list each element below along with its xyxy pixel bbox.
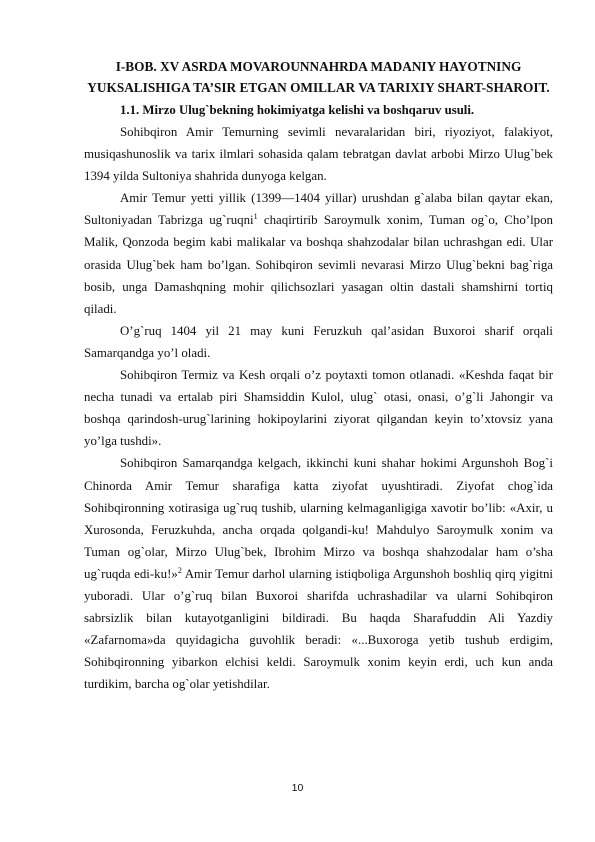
section-title: 1.1. Mirzo Ulug`bekning hokimiyatga kelishi va boshqaruv usuli. xyxy=(120,103,475,117)
paragraph-2-text-a: Amir Temur yetti yillik (1399—1404 yillar) urushdan g`alaba bilan qaytar ekan, Sultoniyadan Tabrizga ug`ruqni xyxy=(84,191,553,228)
paragraph-4: Sohibqiron Termiz va Kesh orqali o’z poytaxti tomon otlanadi. «Keshda faqat bir necha tunadi va ertalab piri Shamsiddin Kulol, ulug` otasi, onasi, o’g`li Jahongir va boshqa qarindosh-urug`larining hokipoylarini ziyorat qilgandan keyin to’xtovsiz yana yo’lga tushdi». xyxy=(84,368,553,449)
paragraph-5 xyxy=(84,452,553,695)
footnote-ref-2[interactable]: 2 xyxy=(177,565,182,575)
paragraph-2 xyxy=(84,187,553,320)
footnote-ref-1[interactable]: 1 xyxy=(253,212,258,222)
paragraph-5-text-b: Amir Temur darhol ularning istiqboliga Argunshoh boshliq qirq yigitni yuboradi. Ular o’g`ruq bilan Buxoroi sharifda uchrashadilar va ularni Sohibqiron sabrsizlik bilan kutayotganligini bildiradi. Bu haqda Sharafuddin Ali Yazdiy «Zafarnoma»da quyidagicha guvohlik beradi: «...Buxoroga yetib tushub erdigim, Sohibqironning yibarkon elchisi keldi. Saroymulk xonim keyin erdi, uch kun anda turdikim, barcha og`olar yetishdilar. xyxy=(84,566,553,692)
chapter-title: I-BOB. XV ASRDA MOVAROUNNAHRDA MADANIY HAYOTNING YUKSALISHIGA TA’SIR ETGAN OMILLAR VA TARIXIY SHART-SHAROIT. xyxy=(87,59,550,95)
page-number: 10 xyxy=(291,782,304,794)
paragraph-3: O’g`ruq 1404 yil 21 may kuni Feruzkuh qal’asidan Buxoroi sharif orqali Samarqandga yo’l oladi. xyxy=(84,323,553,360)
paragraph-2-text-b: chaqirtirib Saroymulk xonim, Tuman og`o, Cho’lpon Malik, Qonzoda begim kabi malikalar va boshqa shahzodalar bilan uchrashgan edi. Ular orasida Ulug`bek ham bo’lgan. Sohibqiron sevimli nevarasi Mirzo Ulug`bekni bag`riga bosib, unga Damashqning mohir qilichsozlari yasagan oltin dastali shamshirni tortiq qiladi. xyxy=(84,213,553,316)
document-page xyxy=(84,56,553,695)
paragraph-5-text-a: Sohibqiron Samarqandga kelgach, ikkinchi kuni shahar hokimi Argunshoh Bog`i Chinorda Amir Temur sharafiga katta ziyofat uyushtiradi. Ziyofat chog`ida Sohibqironning xotirasiga ug`ruq tushib, ularning kelmaganligiga xavotir bo’lib: «Axir, u Xurosonda, Feruzkuhda, ancha orqada qolgandi-ku! Mahdulyo Saroymulk xonim va Tuman og`olar, Mirzo Ulug`bek, Ibrohim Mirzo va boshqa shahzodalar ham o’sha ug`ruqda edi-ku!» xyxy=(84,456,553,581)
paragraph-1: Sohibqiron Amir Temurning sevimli nevaralaridan biri, riyoziyot, falakiyot, musiqashunoslik va tarix ilmlari sohasida qalam tebratgan davlat arbobi Mirzo Ulug`bek 1394 yilda Sultoniya shahrida dunyoga kelgan. xyxy=(84,125,553,184)
